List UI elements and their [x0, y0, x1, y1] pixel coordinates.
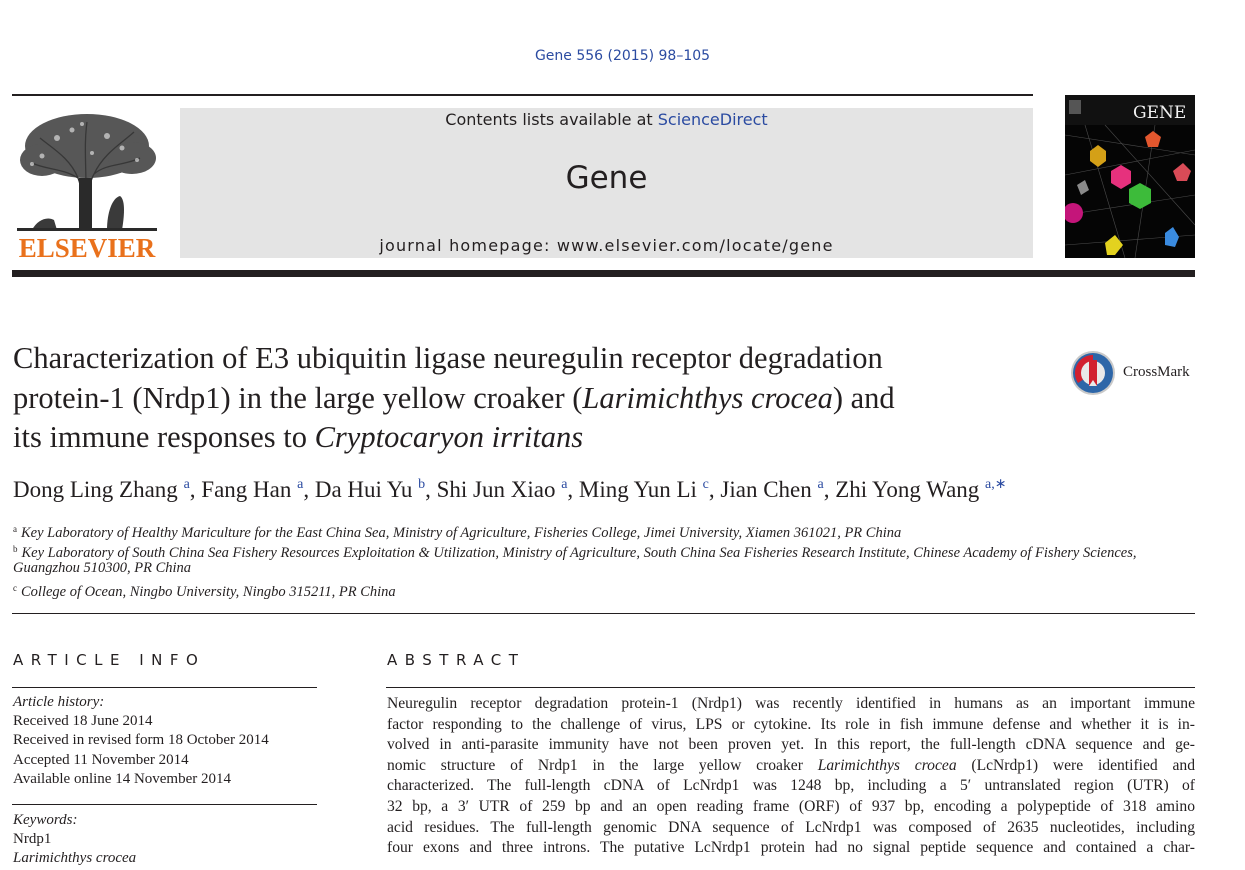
author-name[interactable]: Ming Yun Li [578, 477, 697, 502]
article-history: Article history: Received 18 June 2014 Received in revised form 18 October 2014 Accepted 11 November 2014 Available online 14 November 2014 [13, 693, 318, 789]
history-entry: Received in revised form 18 October 2014 [13, 732, 269, 749]
keyword[interactable]: Larimichthys crocea [13, 850, 137, 867]
author-affiliation-marker[interactable]: b [418, 477, 426, 492]
affiliation-b: $^b$ Key Laboratory of South China Sea Fishery Resources Exploitation & Utilization, Ministry of Agriculture, South China Sea Fisheries Research Institute, Chinese Academy of Fishery Sciences, [13, 544, 1137, 561]
journal-cover-image[interactable] [1065, 95, 1195, 258]
abstract-rule [386, 687, 1195, 688]
affiliation-b-continued: Guangzhou 510300, PR China [13, 560, 192, 576]
section-rule [12, 613, 1195, 614]
history-entry: Accepted 11 November 2014 [13, 751, 189, 768]
author-name[interactable]: Zhi Yong Wang [835, 477, 980, 502]
keyword[interactable]: Nrdp1 [13, 831, 52, 848]
header-rule [12, 94, 1033, 96]
author-affiliation-marker[interactable]: a [817, 477, 824, 492]
cover-title: GENE [1133, 103, 1187, 123]
elsevier-wordmark: ELSEVIER [18, 233, 156, 263]
author-affiliation-marker[interactable]: a [183, 477, 190, 492]
author-name[interactable]: Fang Han [201, 477, 292, 502]
affiliation-a: $^a$ Key Laboratory of Healthy Mariculture for the East China Sea, Ministry of Agriculture, Fisheries College, Jimei University, Xiamen 361021, PR China [13, 524, 902, 541]
abstract-body: Neuregulin receptor degradation protein-1 (Nrdp1) was recently identified in humans as an important immune factor responding to the challenge of virus, LPS or cytokine. Its role in fish immune defense and whether it is in- volved in anti-parasite immunity have not been proven yet. In this report, the full-length cDNA sequence and ge- nomic structure of Nrdp1 in the large yellow croaker Larimichthys crocea (LcNrdp1) were identified and characterized. The full-length cDNA of LcNrdp1 was 1248 bp, including a 5′ untranslated region (UTR) of 32 bp, a 3′ UTR of 259 bp and an open reading frame (ORF) of 937 bp, encoding a polypeptide of 318 amino acid residues. The full-length genomic DNA sequence of LcNrdp1 was composed of 2635 nucleotides, including four exons and three introns. The putative LcNrdp1 protein had no signal peptide sequence and contained a char- [387, 695, 1196, 857]
article-info-rule [12, 687, 317, 688]
author-affiliation-marker[interactable]: c [702, 477, 709, 492]
author-name[interactable]: Jian Chen [720, 477, 812, 502]
journal-citation[interactable]: Gene 556 (2015) 98–105 [534, 48, 711, 64]
article-info-heading: ARTICLE INFO [13, 651, 206, 669]
author-name[interactable]: Da Hui Yu [314, 477, 413, 502]
header-thick-rule [12, 270, 1195, 277]
contents-availability: Contents lists available at ScienceDirect [445, 110, 768, 129]
keywords: Keywords: Nrdp1 Larimichthys crocea [13, 811, 318, 869]
author-name[interactable]: Shi Jun Xiao [436, 477, 556, 502]
history-entry: Received 18 June 2014 [13, 713, 153, 730]
article-title: Characterization of E3 ubiquitin ligase neuregulin receptor degradation protein-1 (Nrdp1) in the large yellow croaker (Larimichthys crocea) and its immune responses to Cryptocaryon irritans [13, 341, 895, 454]
author-name[interactable]: Dong Ling Zhang [13, 477, 178, 502]
crossmark-label[interactable]: CrossMark [1123, 364, 1190, 380]
author-list: Dong Ling Zhang $^a$, Fang Han $^a$, Da Hui Yu $^b$, Shi Jun Xiao $^a$, Ming Yun Li $^c$, Jian Chen $^a$, Zhi Yong Wang $^{a,∗}$ [13, 477, 1007, 502]
journal-name: Gene [565, 160, 648, 196]
keywords-rule [12, 804, 317, 805]
affiliation-c: $^c$ College of Ocean, Ningbo University, Ningbo 315211, PR China [13, 583, 396, 600]
author-affiliation-marker[interactable]: a [297, 477, 304, 492]
history-entry: Available online 14 November 2014 [13, 770, 231, 787]
sciencedirect-link[interactable]: ScienceDirect [657, 110, 768, 129]
journal-homepage[interactable]: journal homepage: www.elsevier.com/locate/gene [379, 236, 834, 255]
author-affiliation-marker[interactable]: a [561, 477, 568, 492]
author-affiliation-marker[interactable]: a,∗ [985, 477, 1007, 492]
abstract-heading: ABSTRACT [387, 651, 526, 669]
